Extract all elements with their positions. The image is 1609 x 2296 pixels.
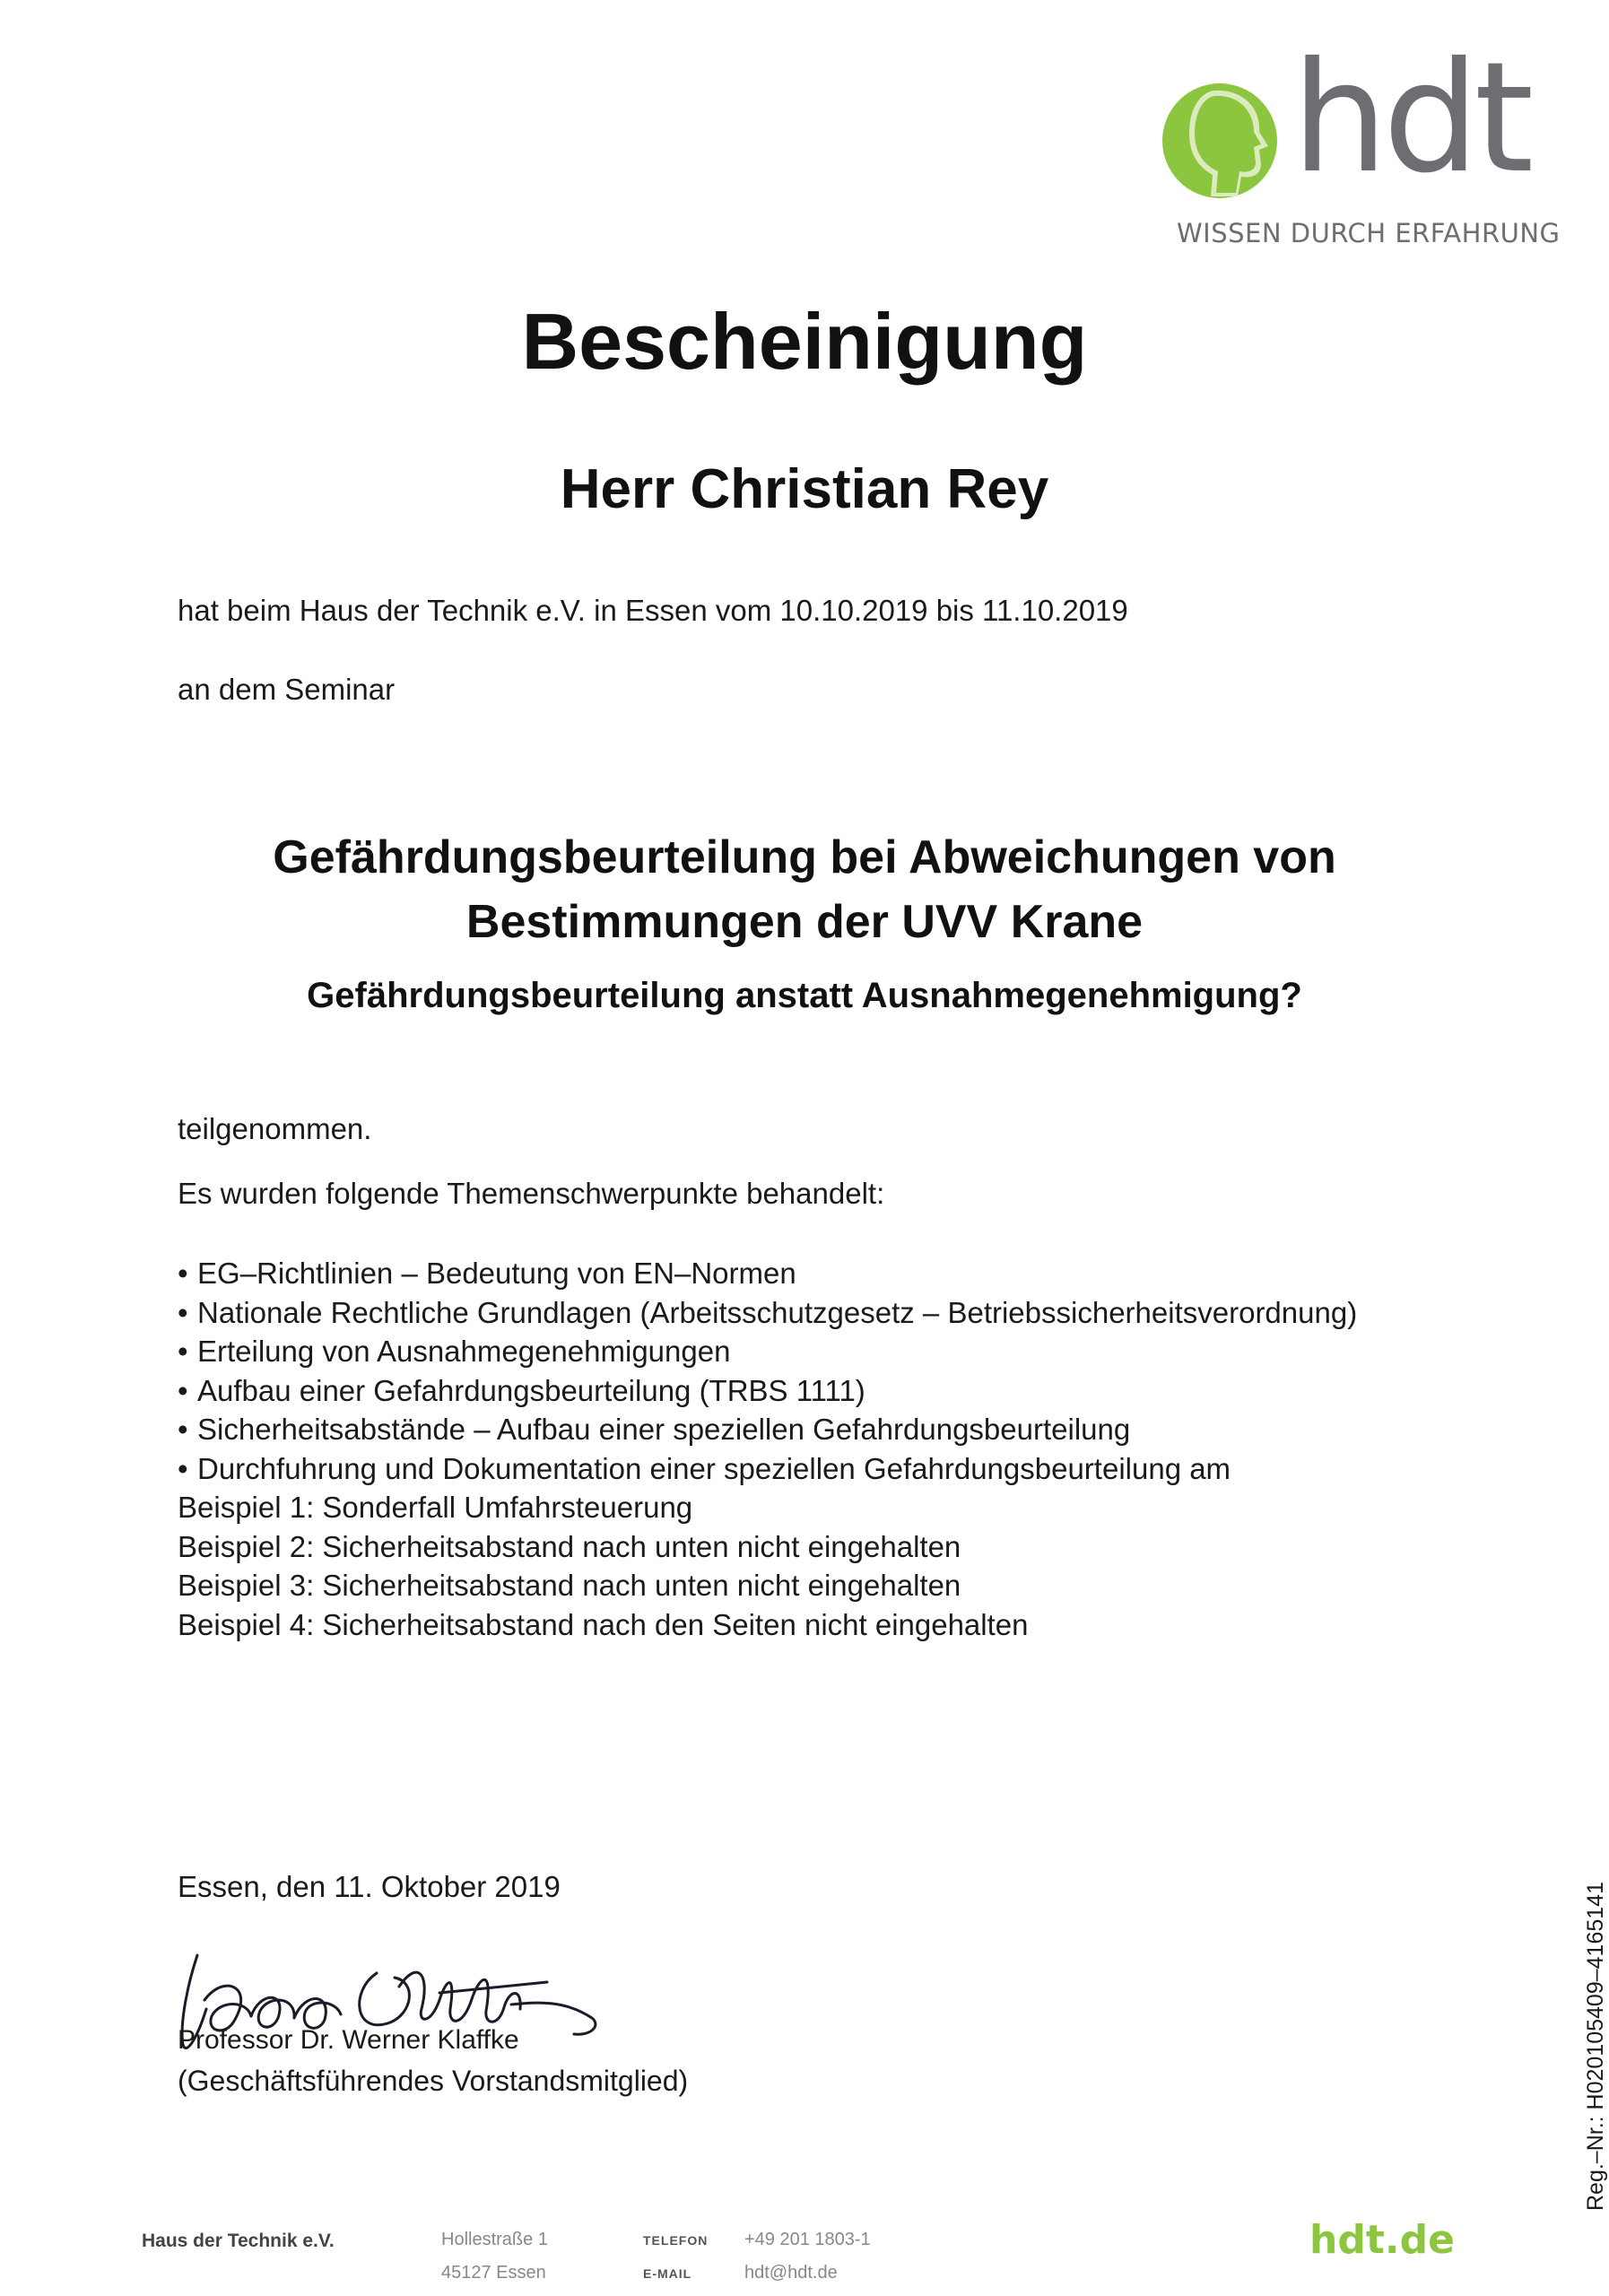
seminar-subtitle: Gefährdungsbeurteilung anstatt Ausnahmegenehmigung? bbox=[307, 976, 1302, 1015]
recipient-name: Herr Christian Rey bbox=[560, 458, 1049, 520]
seminar-title-line-1: Gefährdungsbeurteilung bei Abweichungen von bbox=[273, 831, 1336, 883]
seminar-title-line-2: Bestimmungen der UVV Krane bbox=[465, 896, 1144, 948]
intro-line-2: an dem Seminar bbox=[178, 673, 396, 706]
footer-email-label: E-MAIL bbox=[643, 2266, 692, 2281]
document-title: Bescheinigung bbox=[521, 297, 1088, 386]
footer-phone: +49 201 1803-1 bbox=[744, 2230, 871, 2249]
bullet-icon: • bbox=[178, 1295, 188, 1329]
topic-item: • Erteilung von Ausnahmegenehmigungen bbox=[178, 1332, 1357, 1371]
logo-wordmark: hdt bbox=[1292, 30, 1529, 207]
seminar-title bbox=[0, 825, 1609, 954]
footer-phone-label: TELEFON bbox=[643, 2233, 709, 2248]
intro-line: hat beim Haus der Technik e.V. in Essen vom 10.10.2019 bis 11.10.2019 bbox=[178, 594, 1128, 627]
topic-item: • Nationale Rechtliche Grundlagen (Arbeitsschutzgesetz – Betriebssicherheitsverordnung) bbox=[178, 1293, 1357, 1333]
example-item: Beispiel 1: Sonderfall Umfahrsteuerung bbox=[178, 1491, 693, 1524]
bullet-icon: • bbox=[178, 1373, 188, 1407]
bullet-icon: • bbox=[178, 1413, 188, 1446]
example-item: Beispiel 2: Sicherheitsabstand nach unten nicht eingehalten bbox=[178, 1529, 961, 1563]
topics-intro: Es wurden folgende Themenschwerpunkte behandelt: bbox=[178, 1177, 885, 1210]
head-profile-icon bbox=[1161, 82, 1282, 203]
topic-item: • Durchfuhrung und Dokumentation einer speziellen Gefahrdungsbeurteilung am bbox=[178, 1449, 1357, 1489]
example-item: Beispiel 4: Sicherheitsabstand nach den Seiten nicht eingehalten bbox=[178, 1607, 1029, 1641]
date-line: Essen, den 11. Oktober 2019 bbox=[178, 1870, 561, 1903]
bullet-icon: • bbox=[178, 1257, 188, 1290]
bullet-icon: • bbox=[178, 1335, 188, 1368]
topics-list bbox=[178, 1254, 1357, 1644]
participated-text: teilgenommen. bbox=[178, 1112, 372, 1145]
signer-role: (Geschäftsführendes Vorstandsmitglied) bbox=[178, 2065, 689, 2097]
signer-name: Professor Dr. Werner Klaffke bbox=[178, 2025, 519, 2055]
footer-street: Hollestraße 1 bbox=[441, 2230, 548, 2249]
bullet-icon: • bbox=[178, 1451, 188, 1485]
example-item: Beispiel 3: Sicherheitsabstand nach unten nicht eingehalten bbox=[178, 1569, 961, 1602]
topic-item: • Sicherheitsabstände – Aufbau einer speziellen Gefahrdungsbeurteilung bbox=[178, 1410, 1357, 1449]
footer-website: hdt.de bbox=[1309, 2217, 1455, 2263]
logo-tagline: WISSEN DURCH ERFAHRUNG bbox=[1177, 218, 1561, 248]
registration-number: Reg.–Nr.: H020105409–4165141 bbox=[1583, 1882, 1608, 2211]
footer-email: hdt@hdt.de bbox=[744, 2263, 838, 2283]
footer-organization: Haus der Technik e.V. bbox=[142, 2231, 335, 2251]
hdt-logo bbox=[1157, 30, 1561, 256]
topic-item: • EG–Richtlinien – Bedeutung von EN–Normen bbox=[178, 1254, 1357, 1293]
topic-item: • Aufbau einer Gefahrdungsbeurteilung (TRBS 1111) bbox=[178, 1371, 1357, 1411]
footer-city: 45127 Essen bbox=[441, 2263, 546, 2283]
